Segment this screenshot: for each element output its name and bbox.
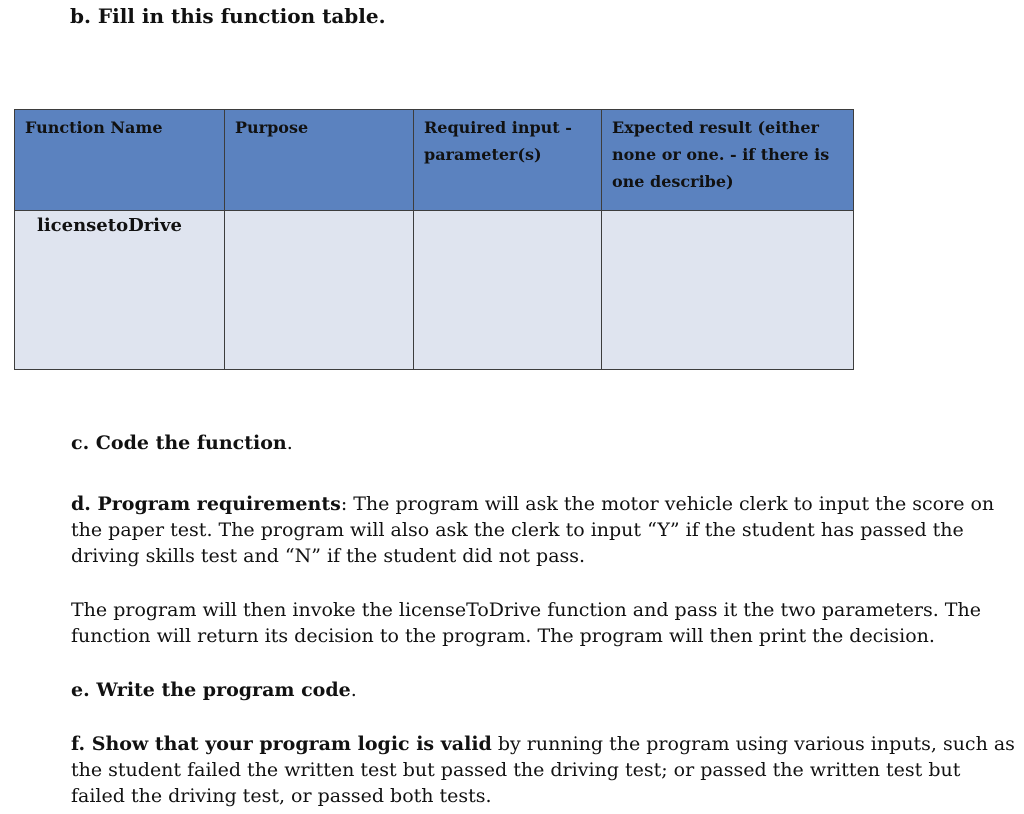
cell-expected-result bbox=[602, 211, 854, 370]
section-e-label: e. Write the program code bbox=[71, 679, 351, 701]
section-d-continued: The program will then invoke the licenseToDrive function and pass it the two parameters. The function will return its decision to the program. The program will then print the decision. bbox=[71, 599, 981, 647]
cell-required-input bbox=[414, 211, 602, 370]
section-d bbox=[71, 491, 1016, 569]
header-expected-result: Expected result (either none or one. - if there is one describe) bbox=[602, 110, 854, 211]
section-e bbox=[71, 677, 1016, 703]
cell-function-name: licensetoDrive bbox=[15, 211, 225, 370]
section-c-label: c. Code the function bbox=[71, 432, 287, 454]
table-row bbox=[15, 211, 854, 370]
function-table bbox=[14, 109, 854, 370]
section-d-text: : The program will ask the motor vehicle clerk to input the score on the paper test. The program will also ask the clerk to input “Y” if the student has passed the driving skills test and “N” if the student did not pass. bbox=[71, 493, 995, 567]
section-c-rest: . bbox=[286, 432, 293, 454]
header-function-name: Function Name bbox=[15, 110, 225, 211]
section-c bbox=[71, 430, 1016, 456]
section-f bbox=[71, 731, 1016, 809]
header-required-input: Required input - parameter(s) bbox=[414, 110, 602, 211]
section-e-rest: . bbox=[350, 679, 357, 701]
section-b-heading: b. Fill in this function table. bbox=[70, 4, 386, 28]
section-f-label: f. Show that your program logic is valid bbox=[71, 733, 492, 755]
cell-purpose bbox=[225, 211, 414, 370]
table-header-row bbox=[15, 110, 854, 211]
section-f-text: by running the program using various inputs, such as the student failed the written test but passed the driving test; or passed the written test but failed the driving test, or passed both tests. bbox=[71, 733, 1015, 807]
header-purpose: Purpose bbox=[225, 110, 414, 211]
section-d-label: d. Program requirements bbox=[71, 493, 341, 515]
